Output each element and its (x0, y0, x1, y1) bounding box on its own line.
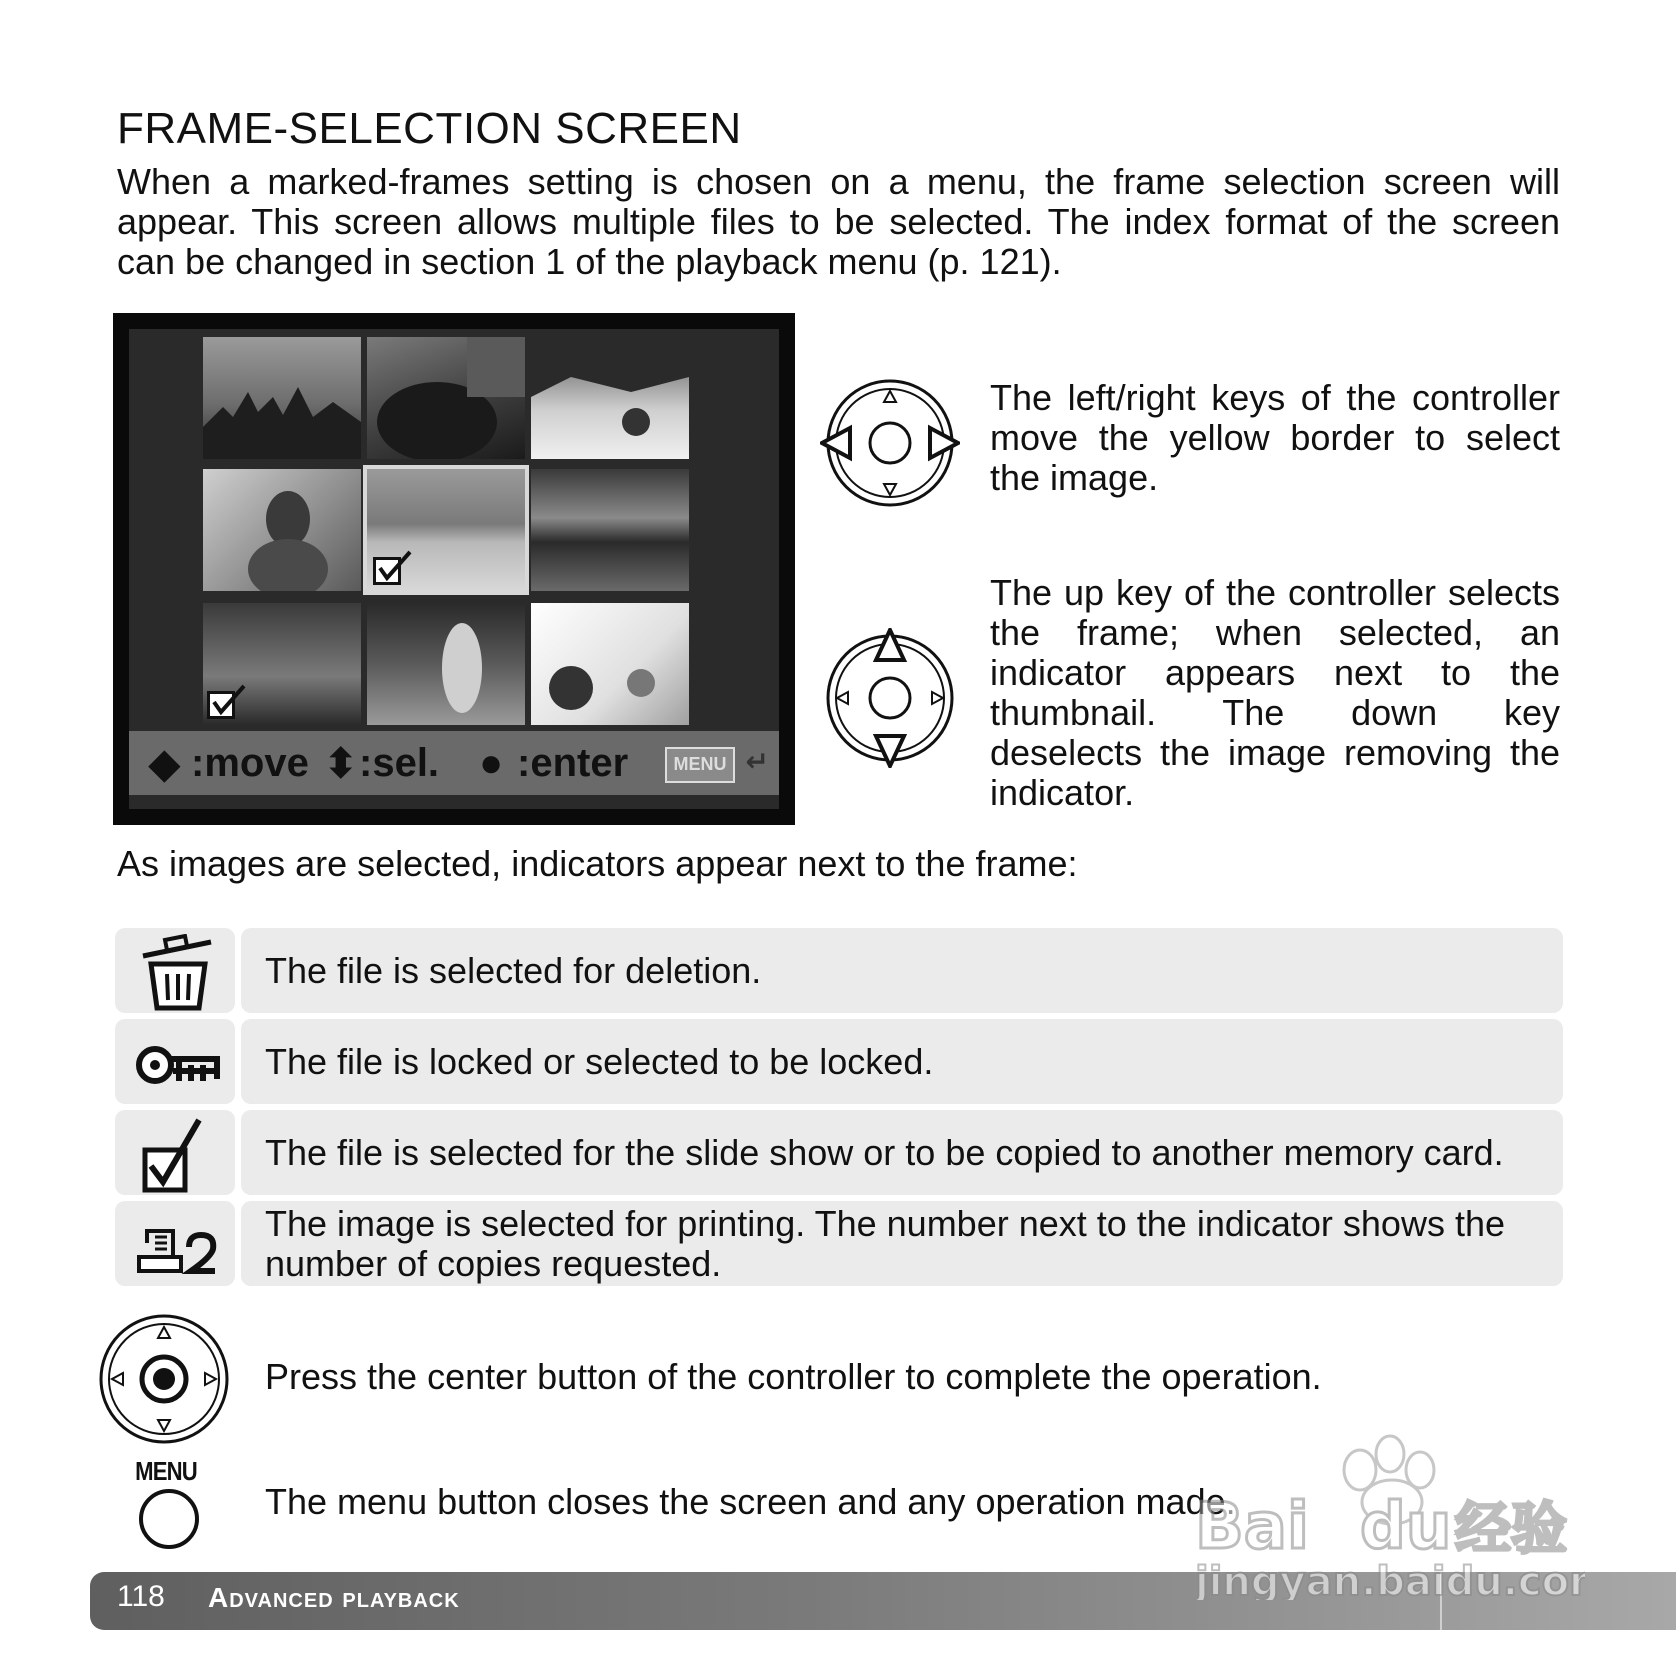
indicator-description: The image is selected for printing. The number next to the indicator shows the number of copies requested. (265, 1202, 1505, 1284)
return-icon: ↵ (745, 746, 769, 777)
left-right-keys-icon: ◆ (149, 742, 180, 786)
thumbnail[interactable] (367, 603, 525, 725)
indicator-description: The file is selected for deletion. (265, 949, 762, 991)
print-icon (133, 1207, 223, 1287)
indicator-row (115, 1201, 1563, 1286)
indicator-icon-cell (115, 928, 235, 1013)
intro-line: can be changed in section 1 of the playback menu (p. 121). (117, 241, 1062, 282)
indicator-description: The file is selected for the slide show or to be copied to another memory card. (265, 1131, 1504, 1173)
text-line: move the yellow border to select (990, 417, 1560, 458)
bar-move-label: :move (191, 741, 309, 785)
svg-text:jingyan.baidu.com: jingyan.baidu.com (1195, 1559, 1585, 1600)
text-line: The up key of the controller selects (990, 572, 1560, 613)
indicator-description: The file is locked or selected to be locked. (265, 1040, 934, 1082)
text-line: the frame; when selected, an (990, 612, 1560, 653)
controller-up-down-text (990, 573, 1560, 813)
indicator-row (115, 1110, 1563, 1195)
indicator-list-intro: As images are selected, indicators appear next to the frame: (117, 843, 1078, 884)
menu-button-icon (126, 1456, 206, 1554)
indicator-icon-cell (115, 1019, 235, 1104)
indicator-text-cell (241, 1110, 1563, 1195)
thumbnail[interactable] (531, 337, 689, 459)
watermark-logo (1185, 1430, 1585, 1600)
intro-paragraph (117, 162, 1560, 282)
indicator-icon-cell (115, 1110, 235, 1195)
controller-left-right-icon (820, 378, 960, 513)
svg-text:du: du (1360, 1490, 1452, 1564)
thumbnail[interactable] (203, 603, 361, 725)
operation-text: The menu button closes the screen and any operation made. (265, 1481, 1236, 1522)
page-heading: FRAME-SELECTION SCREEN (117, 104, 742, 153)
svg-text:经验: 经验 (1455, 1497, 1567, 1562)
up-down-keys-icon: ⬍ (324, 742, 358, 786)
intro-line: When a marked-frames setting is chosen on a menu, the frame selection screen will (117, 161, 1560, 202)
trash-icon (133, 934, 223, 1014)
screen-help-bar (129, 731, 779, 795)
checkbox-icon (133, 1116, 223, 1196)
text-line: indicator appears next to the (990, 652, 1560, 693)
menu-badge: MENU (665, 747, 735, 783)
checkbox-icon (207, 691, 235, 719)
page-number: 118 (117, 1580, 165, 1613)
center-button-icon: ● (479, 741, 504, 785)
thumbnail[interactable] (367, 337, 525, 459)
thumbnail[interactable] (203, 337, 361, 459)
text-line: deselects the image removing the (990, 732, 1560, 773)
camera-screen-image (113, 313, 795, 825)
text-line: indicator. (990, 772, 1135, 813)
svg-text:Bai: Bai (1195, 1490, 1309, 1564)
indicator-text-cell (241, 928, 1563, 1013)
thumbnail-selected[interactable] (367, 469, 525, 591)
thumbnail-grid (129, 329, 779, 809)
thumbnail[interactable] (203, 469, 361, 591)
text-line: thumbnail. The down key (990, 692, 1560, 733)
menu-button-label: MENU (135, 1456, 197, 1486)
controller-center-icon (98, 1312, 230, 1451)
indicator-row (115, 1019, 1563, 1104)
indicator-text-cell (241, 1201, 1563, 1286)
section-title: Advanced playback (208, 1582, 460, 1613)
controller-up-down-icon (824, 628, 956, 773)
bar-enter-label: :enter (517, 741, 629, 785)
operation-text: Press the center button of the controller to complete the operation. (265, 1356, 1322, 1397)
indicator-row (115, 928, 1563, 1013)
controller-left-right-text (990, 378, 1560, 498)
indicator-text-cell (241, 1019, 1563, 1104)
text-line: The left/right keys of the controller (990, 377, 1560, 418)
indicator-icon-cell (115, 1201, 235, 1286)
bar-select-label: :sel. (359, 741, 440, 785)
thumbnail[interactable] (531, 469, 689, 591)
thumbnail[interactable] (531, 603, 689, 725)
key-icon (133, 1025, 223, 1105)
checkbox-icon (373, 557, 401, 585)
text-line: the image. (990, 457, 1159, 498)
intro-line: appear. This screen allows multiple files to be selected. The index format of the screen (117, 201, 1560, 242)
